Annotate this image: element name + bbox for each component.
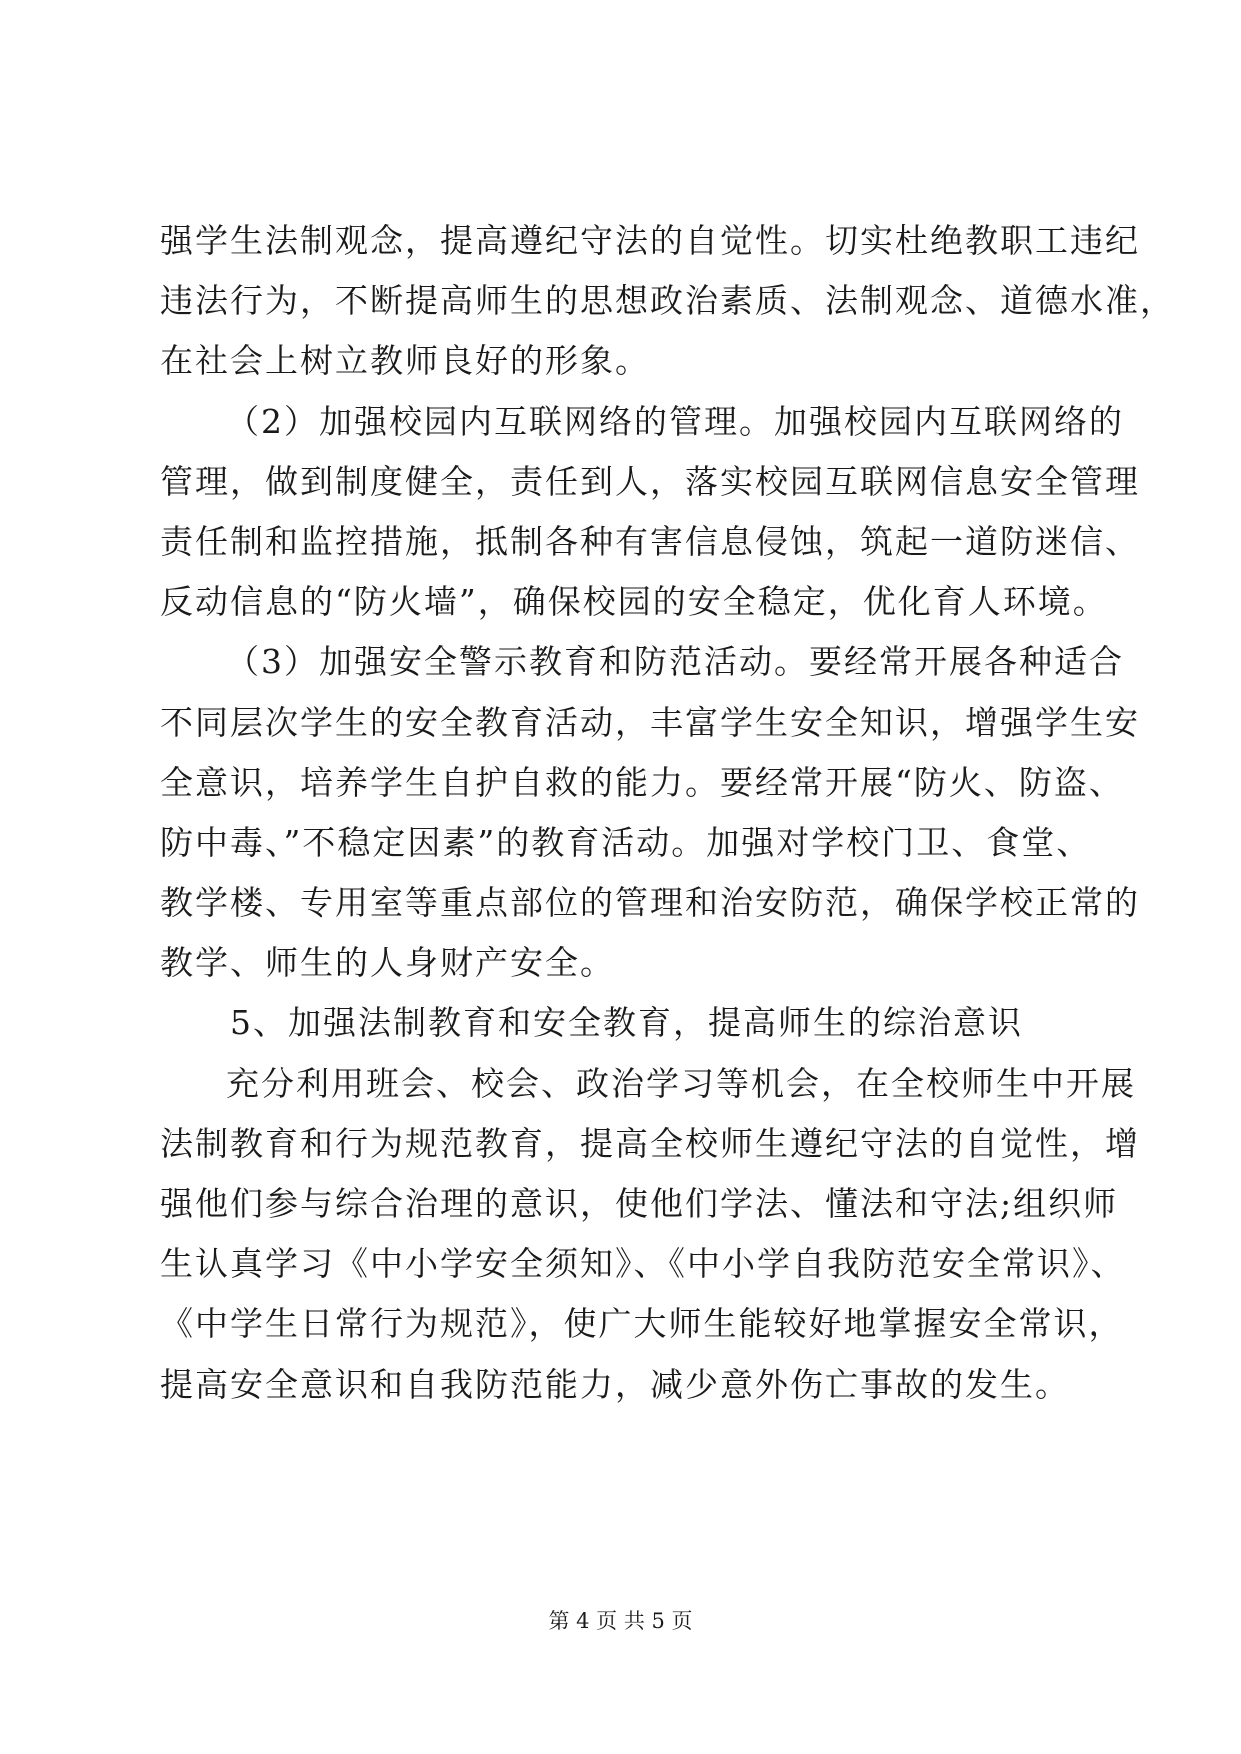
text-line: 法制教育和行为规范教育，提高全校师生遵纪守法的自觉性，增 xyxy=(160,1123,1140,1163)
section-heading: 5、加强法制教育和安全教育，提高师生的综治意识 xyxy=(230,1003,1023,1043)
text-line: 充分利用班会、校会、政治学习等机会，在全校师生中开展 xyxy=(226,1063,1136,1103)
text-line: 强学生法制观念，提高遵纪守法的自觉性。切实杜绝教职工违纪 xyxy=(160,221,1140,260)
document-body xyxy=(160,221,1175,1428)
text-line: （2）加强校园内互联网络的管理。加强校园内互联网络的 xyxy=(226,401,1124,441)
text-line: 《中学生日常行为规范》，使广大师生能较好地掌握安全常识， xyxy=(160,1304,1124,1344)
text-line: 教学、师生的人身财产安全。 xyxy=(160,943,615,983)
text-line: 违法行为，不断提高师生的思想政治素质、法制观念、道德水准， xyxy=(160,281,1175,321)
text-line: 防中毒、”不稳定因素”的教育活动。加强对学校门卫、食堂、 xyxy=(160,822,1092,862)
text-line: 生认真学习《中小学安全须知》、《中小学自我防范安全常识》、 xyxy=(160,1244,1126,1284)
text-line: 反动信息的“防火墙”，确保校园的安全稳定，优化育人环境。 xyxy=(160,582,1108,622)
text-line: （3）加强安全警示教育和防范活动。要经常开展各种适合 xyxy=(226,642,1124,682)
text-line: 责任制和监控措施，抵制各种有害信息侵蚀，筑起一道防迷信、 xyxy=(160,521,1140,561)
text-line: 在社会上树立教师良好的形象。 xyxy=(160,341,650,381)
page-number-footer: 第 4 页 共 5 页 xyxy=(548,1609,693,1633)
text-line: 提高安全意识和自我防范能力，减少意外伤亡事故的发生。 xyxy=(160,1364,1070,1404)
text-line: 教学楼、专用室等重点部位的管理和治安防范，确保学校正常的 xyxy=(160,883,1140,923)
text-line: 全意识，培养学生自护自救的能力。要经常开展“防火、防盗、 xyxy=(160,762,1124,802)
text-line: 不同层次学生的安全教育活动，丰富学生安全知识，增强学生安 xyxy=(160,702,1140,742)
text-line: 管理，做到制度健全，责任到人，落实校园互联网信息安全管理 xyxy=(160,461,1140,501)
text-line: 强他们参与综合治理的意识，使他们学法、懂法和守法;组织师 xyxy=(160,1184,1119,1223)
